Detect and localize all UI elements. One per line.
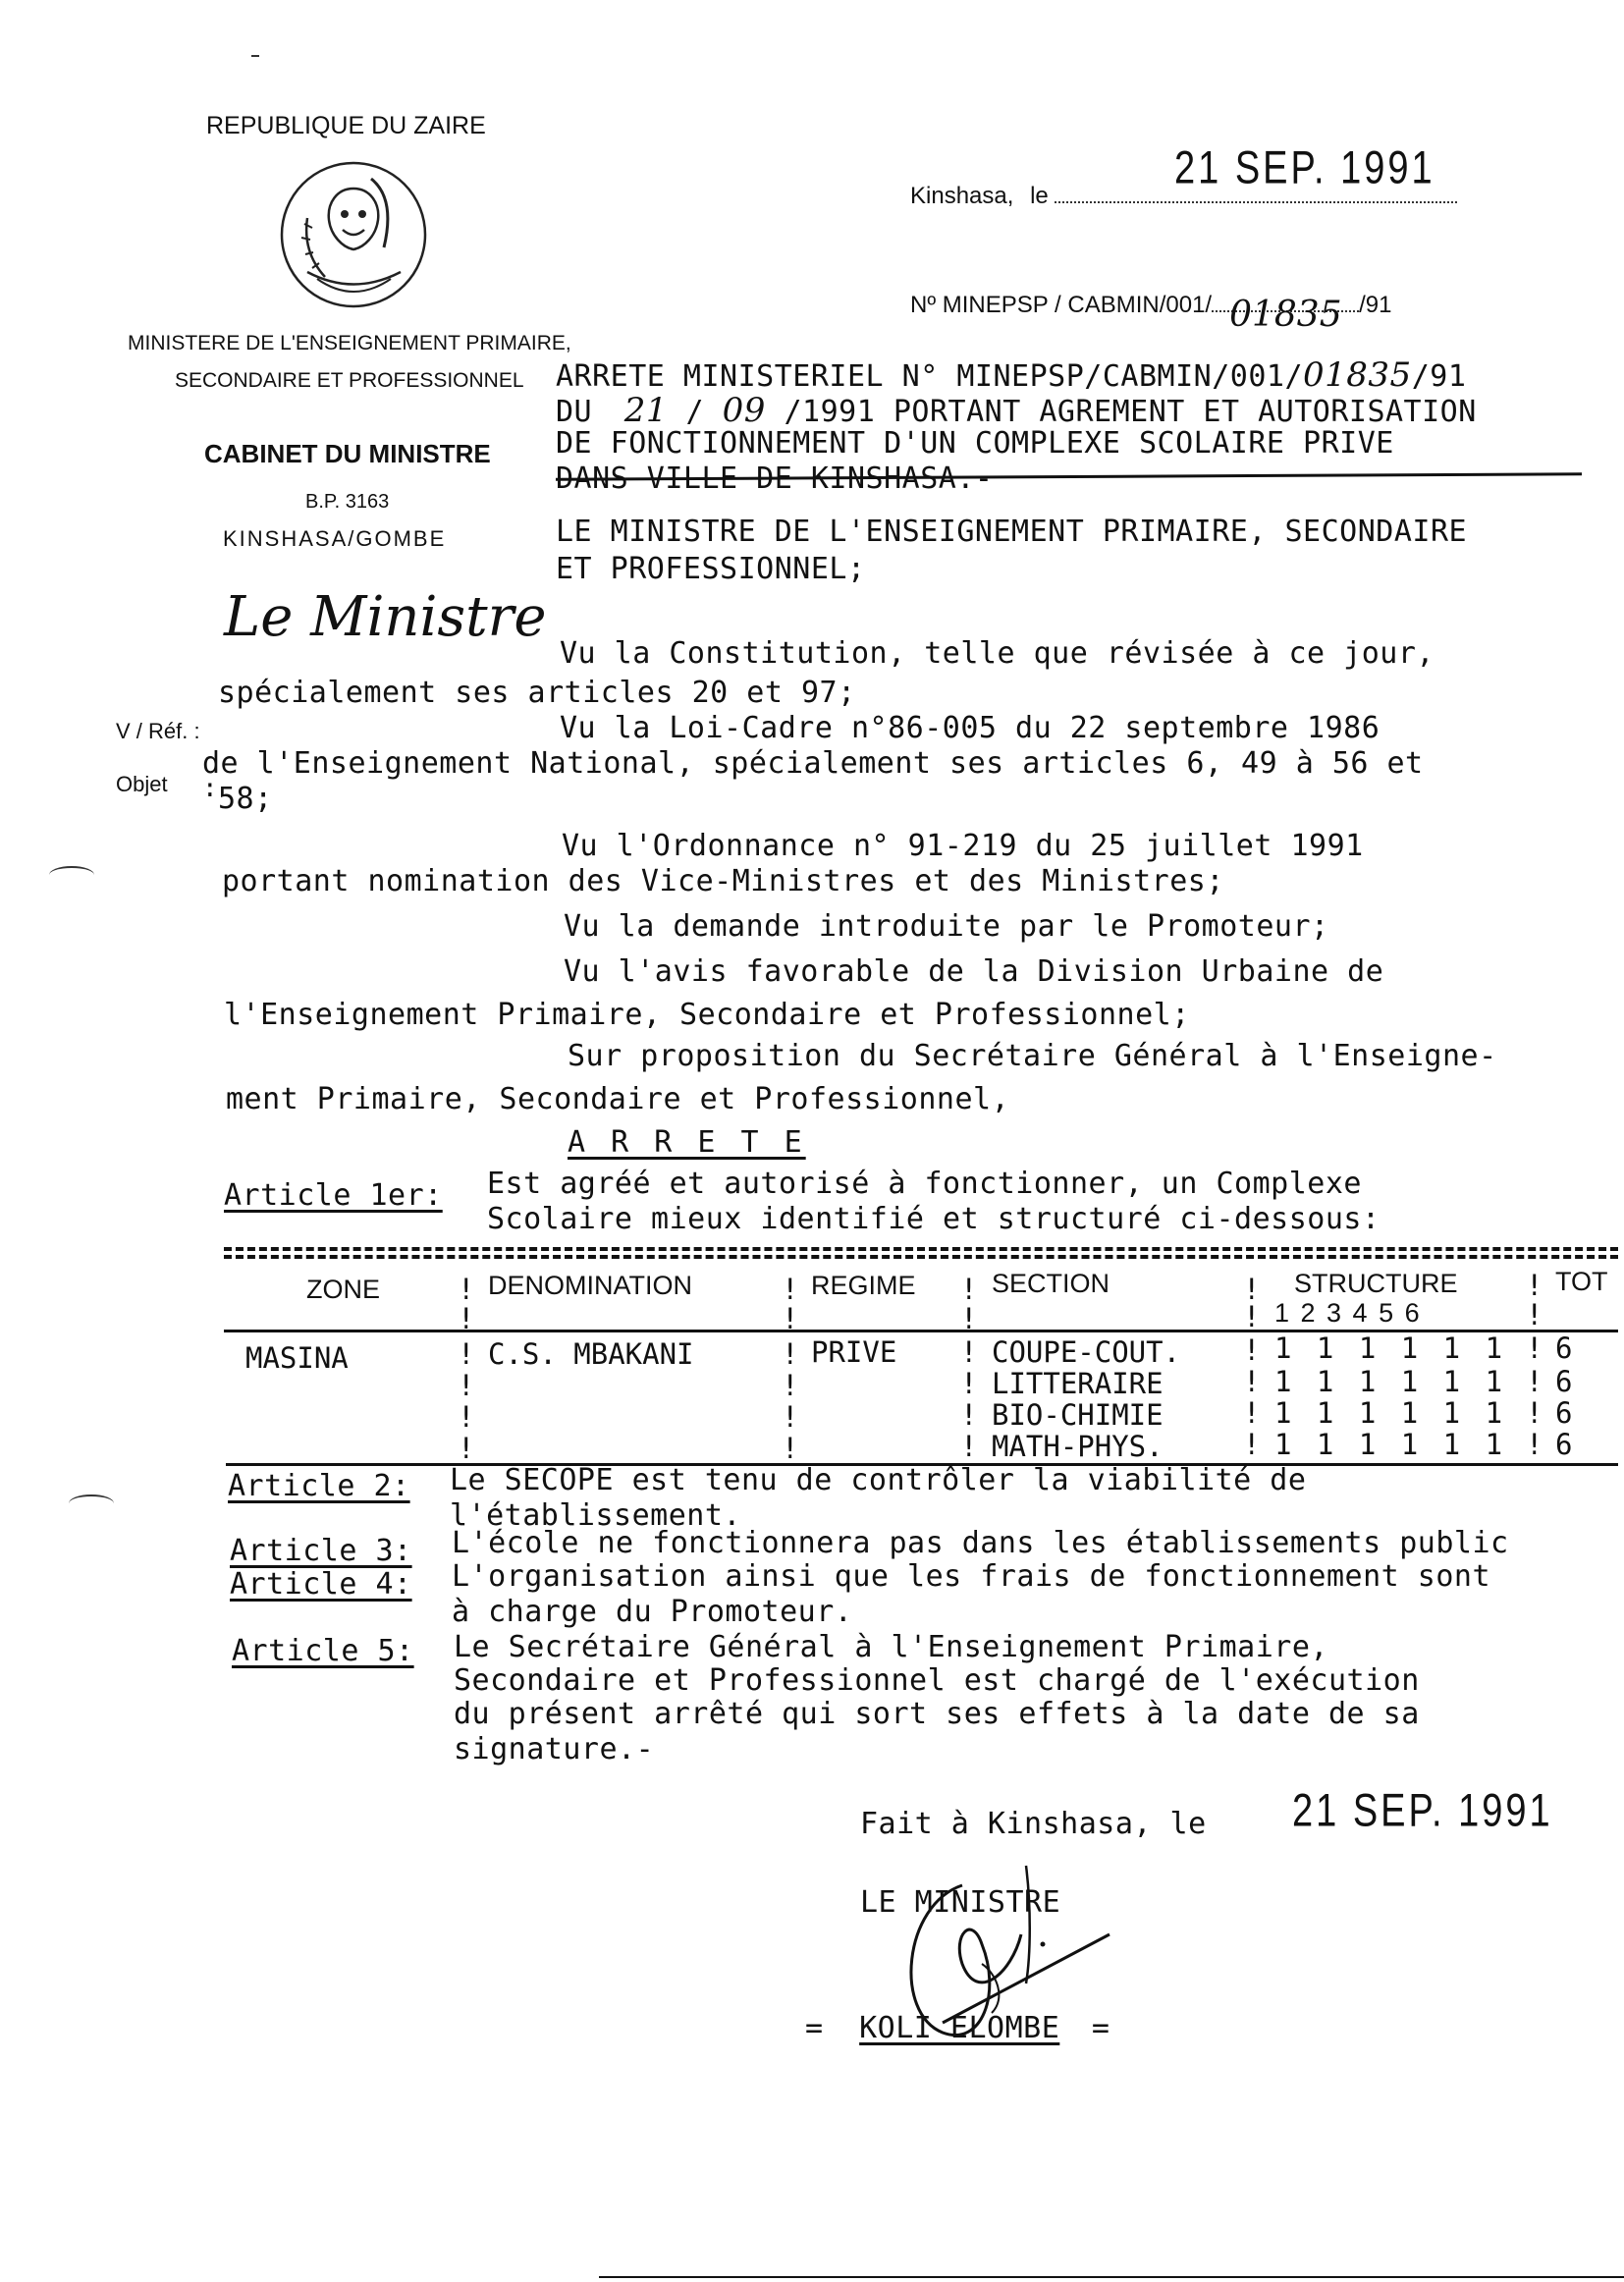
reference-line (910, 292, 1392, 335)
article-5-line-4: signature.- (454, 1732, 655, 1766)
dateline-le: le (1030, 183, 1049, 209)
col-separator: ! (960, 1335, 978, 1369)
date-fill-line (1055, 201, 1457, 203)
fait-a-kinshasa: Fait à Kinshasa, le (860, 1807, 1207, 1841)
title-line-1 (556, 355, 1466, 395)
col-separator: ! (960, 1273, 978, 1306)
col-separator: ! (782, 1432, 799, 1465)
title-suffix: /91 (1411, 359, 1467, 394)
reference-prefix: Nº MINEPSP / CABMIN/001/ (910, 292, 1213, 318)
cell-section: MATH-PHYS. (992, 1430, 1164, 1463)
reference-fill (1212, 295, 1359, 335)
minister-name-line (805, 2011, 1110, 2045)
arrete-heading: A R R E T E (568, 1125, 806, 1160)
vu-demande: Vu la demande introduite par le Promoteur; (564, 909, 1329, 944)
cell-regime: PRIVE (811, 1335, 897, 1369)
cell-structure: 1 1 1 1 1 1 (1274, 1331, 1507, 1365)
article-3-line-1: L'école ne fonctionnera pas dans les établissements public (452, 1526, 1509, 1560)
cell-structure: 1 1 1 1 1 1 (1274, 1428, 1507, 1461)
cell-zone: MASINA (245, 1341, 349, 1375)
date-stamp: 21 SEP. 1991 (1174, 142, 1435, 194)
col-separator: ! (960, 1430, 978, 1463)
col-separator: ! (1243, 1365, 1261, 1398)
article-3-label: Article 3: (230, 1534, 412, 1568)
scan-speck (251, 55, 259, 57)
col-separator: ! (458, 1302, 475, 1335)
col-separator: ! (960, 1367, 978, 1400)
col-separator: ! (458, 1432, 475, 1465)
ministry-line-1: MINISTERE DE L'ENSEIGNEMENT PRIMAIRE, (128, 332, 571, 354)
minister-line-1: LE MINISTRE DE L'ENSEIGNEMENT PRIMAIRE, SECONDAIRE (556, 515, 1468, 549)
table-top-rule-2 (224, 1255, 1618, 1259)
title-date-rest: /1991 PORTANT AGREMENT ET AUTORISATION (784, 395, 1477, 429)
col-separator: ! (458, 1400, 475, 1434)
col-header-structure: STRUCTURE (1294, 1269, 1458, 1298)
col-separator: ! (458, 1337, 475, 1371)
title-line-3: DE FONCTIONNEMENT D'UN COMPLEXE SCOLAIRE PRIVE (556, 426, 1394, 461)
cabinet-heading: CABINET DU MINISTRE (204, 439, 491, 468)
objet-colon: : (202, 774, 218, 803)
ministry-line-2: SECONDAIRE ET PROFESSIONNEL (175, 369, 524, 392)
title-handwritten-day: 21 (623, 391, 668, 430)
title-prefix: ARRETE MINISTERIEL N° MINEPSP/CABMIN/001/ (556, 359, 1304, 394)
col-separator: ! (782, 1273, 799, 1306)
cell-section: LITTERAIRE (992, 1367, 1164, 1400)
col-separator: ! (1243, 1396, 1261, 1430)
scan-edge-line (599, 2276, 1624, 2278)
cell-section: BIO-CHIMIE (992, 1398, 1164, 1432)
cell-denomination: C.S. MBAKANI (488, 1337, 694, 1371)
col-header-zone: ZONE (306, 1275, 381, 1304)
col-header-total: TOT (1555, 1267, 1608, 1296)
seal-emblem-icon (278, 159, 430, 311)
vu-ordonnance-line-1: Vu l'Ordonnance n° 91-219 du 25 juillet 1991 (562, 829, 1364, 863)
le-ministre-script: Le Ministre (224, 585, 547, 649)
article-5-label: Article 5: (232, 1634, 414, 1668)
republic-heading: REPUBLIQUE DU ZAIRE (206, 112, 486, 139)
punch-hole-mark (49, 866, 94, 884)
article-2-label: Article 2: (228, 1469, 410, 1503)
proposition-line-2: ment Primaire, Secondaire et Professionnel, (226, 1082, 1010, 1116)
name-mark-left: = (805, 2011, 824, 2045)
reference-suffix: /91 (1359, 292, 1392, 318)
col-separator: ! (1526, 1331, 1543, 1365)
col-header-denomination: DENOMINATION (488, 1271, 692, 1300)
coat-of-arms-seal (278, 159, 430, 311)
reference-handwritten-number: 01835 (1229, 295, 1342, 335)
col-separator: ! (1526, 1298, 1543, 1331)
title-line-2 (556, 391, 1477, 430)
col-header-section: SECTION (992, 1269, 1110, 1298)
cell-total: 6 (1555, 1331, 1573, 1365)
col-separator: ! (782, 1302, 799, 1335)
title-du: DU (556, 395, 593, 429)
vu-constitution-line-1: Vu la Constitution, telle que révisée à ce jour, (560, 636, 1435, 671)
ref-label: V / Réf. : (116, 719, 200, 743)
minister-line-2: ET PROFESSIONNEL; (556, 552, 866, 586)
name-mark-right: = (1091, 2011, 1110, 2045)
col-separator: ! (1243, 1300, 1261, 1333)
article-4-line-2: à charge du Promoteur. (452, 1595, 853, 1629)
vu-loi-cadre-line-1: Vu la Loi-Cadre n°86-005 du 22 septembre 1986 (560, 711, 1380, 745)
col-separator: ! (1526, 1396, 1543, 1430)
cell-total: 6 (1555, 1396, 1573, 1430)
cell-total: 6 (1555, 1365, 1573, 1398)
col-separator: ! (1526, 1269, 1543, 1302)
article-5-line-2: Secondaire et Professionnel est chargé de l'exécution (454, 1663, 1420, 1698)
article-4-label: Article 4: (230, 1567, 412, 1602)
col-separator: ! (458, 1369, 475, 1402)
closing-date-stamp: 21 SEP. 1991 (1292, 1785, 1553, 1837)
col-separator: ! (1526, 1365, 1543, 1398)
article-2-line-1: Le SECOPE est tenu de contrôler la viabilité de (450, 1463, 1307, 1497)
vu-constitution-line-2: spécialement ses articles 20 et 97; (218, 676, 856, 710)
title-handwritten-number: 01835 (1303, 355, 1412, 395)
col-header-regime: REGIME (811, 1271, 916, 1300)
city-address: KINSHASA/GOMBE (223, 526, 447, 551)
cell-structure: 1 1 1 1 1 1 (1274, 1365, 1507, 1398)
vu-loi-cadre-line-3: 58; (218, 782, 273, 816)
minister-name: KOLI ELOMBE (859, 2011, 1060, 2045)
table-top-rule (224, 1247, 1618, 1251)
article-1-line-2: Scolaire mieux identifié et structuré ci-dessous: (487, 1202, 1380, 1236)
col-separator: ! (1243, 1428, 1261, 1461)
structure-year-numbers: 1 2 3 4 5 6 (1274, 1298, 1422, 1328)
article-1-line-1: Est agréé et autorisé à fonctionner, un Complexe (487, 1167, 1362, 1201)
vu-ordonnance-line-2: portant nomination des Vice-Ministres et des Ministres; (222, 864, 1224, 898)
title-date-sep: / (685, 395, 705, 429)
closing-minister-title: LE MINISTRE (860, 1885, 1061, 1920)
vu-loi-cadre-line-2: de l'Enseignement National, spécialement ses articles 6, 49 à 56 et (202, 746, 1424, 781)
col-separator: ! (960, 1398, 978, 1432)
cell-structure: 1 1 1 1 1 1 (1274, 1396, 1507, 1430)
title-line-4: DANS VILLE DE KINSHASA.- (556, 462, 994, 496)
punch-hole-mark (69, 1494, 114, 1512)
cell-section: COUPE-COUT. (992, 1335, 1181, 1369)
cell-total: 6 (1555, 1428, 1573, 1461)
vu-avis-line-1: Vu l'avis favorable de la Division Urbaine de (564, 954, 1384, 989)
col-separator: ! (960, 1302, 978, 1335)
col-separator: ! (782, 1369, 799, 1402)
article-1-label: Article 1er: (224, 1178, 443, 1213)
article-2-line-2: l'établissement. (450, 1498, 741, 1533)
col-separator: ! (1526, 1428, 1543, 1461)
col-separator: ! (458, 1273, 475, 1306)
vu-avis-line-2: l'Enseignement Primaire, Secondaire et Professionnel; (224, 998, 1190, 1032)
article-5-line-1: Le Secrétaire Général à l'Enseignement Primaire, (454, 1630, 1328, 1664)
title-handwritten-month: 09 (722, 391, 766, 430)
objet-label: Objet (116, 772, 168, 796)
dateline-place: Kinshasa, (910, 183, 1014, 209)
col-separator: ! (1243, 1273, 1261, 1306)
postal-box: B.P. 3163 (305, 491, 390, 513)
col-separator: ! (782, 1337, 799, 1371)
col-separator: ! (782, 1400, 799, 1434)
proposition-line-1: Sur proposition du Secrétaire Général à l'Enseigne- (568, 1039, 1497, 1073)
col-separator: ! (1243, 1333, 1261, 1367)
article-5-line-3: du présent arrêté qui sort ses effets à la date de sa (454, 1697, 1420, 1731)
article-4-line-1: L'organisation ainsi que les frais de fonctionnement sont (452, 1559, 1491, 1594)
